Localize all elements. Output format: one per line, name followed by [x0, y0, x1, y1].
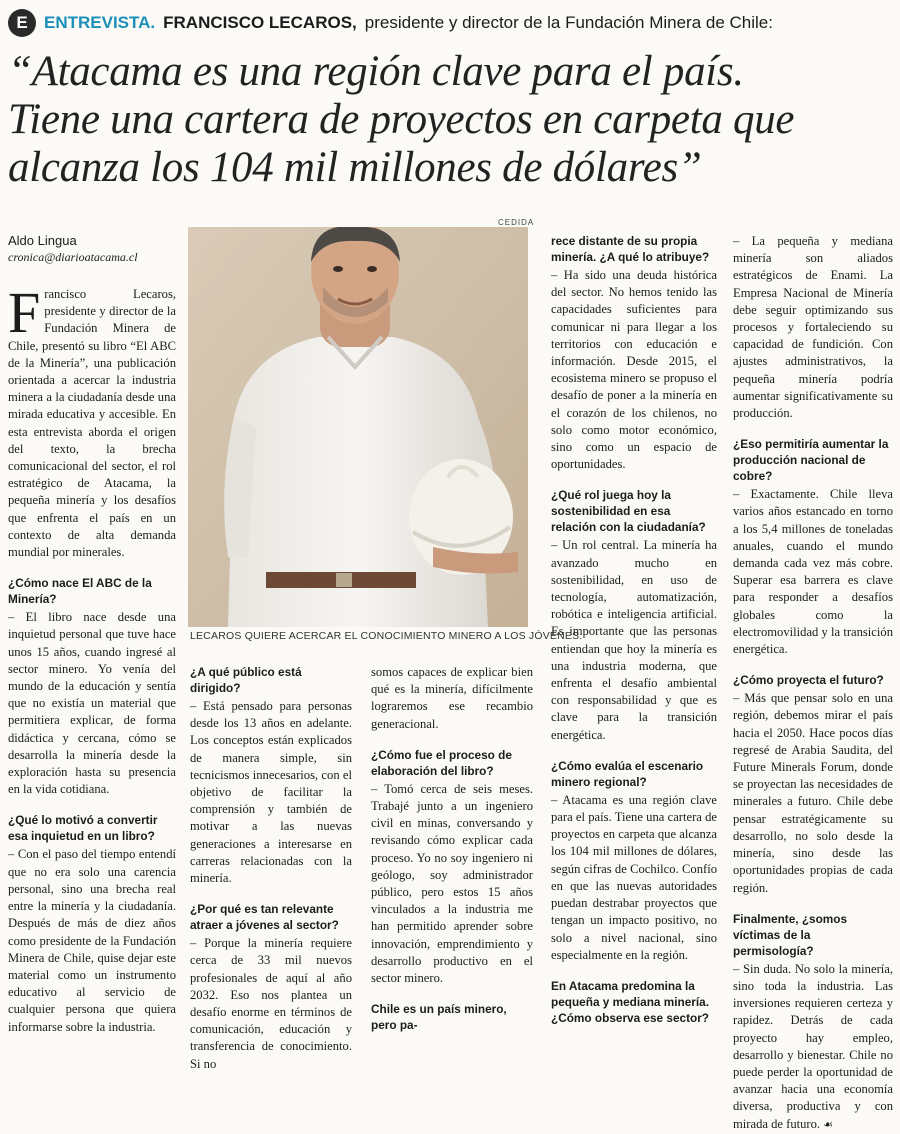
answer: – El libro nace desde una inquietud personal que tuve hace unos 15 años, cuando ingresé al sector minero. Yo venía del mundo de la educación y sentía que no existía un material que permitiera explicar, de forma didáctica y cercana, cómo se desarrolla la minería desde la exploración hasta su presencia en la vida cotidiana. — [8, 610, 176, 797]
section-badge: E — [8, 9, 36, 37]
drop-cap: F — [8, 280, 41, 345]
answer: – Exactamente. Chile lleva varios años estancado en torno a los 5,4 millones de toneladas anuales, cuando el mundo demanda cada vez más cobre. Superar esa barrera es clave para responder a desafíos globales como la electromovilidad y la transición energética. — [733, 487, 893, 657]
question: Finalmente, ¿somos víctimas de la permisología? — [733, 911, 848, 958]
interviewee-role: presidente y director de la Fundación Minera de Chile: — [364, 13, 773, 32]
question: En Atacama predomina la pequeña y mediana minería. ¿Cómo observa ese sector? — [551, 978, 710, 1025]
portrait-photo — [188, 227, 528, 627]
answer: – Ha sido una deuda histórica del sector. No hemos tenido las capacidades suficientes para comunicar ni para llegar a los territorios con educación e información. Desde 2015, el ecosistema minero se propuso el desafío de poner a la minería en el corazón de los chilenos, no solo como motor económico, sino como un espacio de oportunidades. — [551, 268, 717, 472]
author-email: cronica@diarioatacama.cl — [8, 250, 138, 264]
question: Chile es un país minero, pero pa- — [371, 1002, 507, 1033]
headline-line-3: alcanza los 104 mil millones de dólares” — [8, 144, 702, 191]
column-1 — [8, 280, 176, 1036]
headline — [8, 48, 898, 192]
answer: – Más que pensar solo en una región, debemos mirar el país hacia el 2050. Hace pocos días regresé de Arabia Saudita, del Future Minerals Forum, donde se proyectan las necesidades de minerales a futuro. Chile debe pensar estratégicamente su desarrollo, no solo desde la minería, sino desde las oportunidades propias de cada región. — [733, 691, 893, 895]
kicker — [8, 8, 773, 38]
question-continued: rece distante de su propia minería. ¿A qué lo atribuye? — [551, 234, 710, 264]
answer-continued: somos capaces de explicar bien qué es la minería, difícilmente lograremos ese recambio generacional. — [371, 665, 533, 731]
byline — [8, 232, 138, 266]
column-4 — [551, 233, 717, 1028]
answer: – Un rol central. La minería ha avanzado mucho en sostenibilidad, en uso de tecnología, automatización, robótica e inteligencia artificial. Es importante que las personas entiendan que hoy la minería es una industria moderna, que enfrenta el desafío ambiental con responsabilidad y que es clave para la transición energética. — [551, 538, 717, 742]
question: ¿Qué rol juega hoy la sostenibilidad en esa relación con la ciudadanía? — [551, 488, 706, 535]
answer: – Con el paso del tiempo entendí que no era solo una carencia personal, sino una brecha real entre la minería y la ciudadanía. Después de más de diez años como presidente de la Fundación Minera de Chile, quise dejar este material como un instrumento educativo al servicio de cualquier persona que quiera informarse sobre la industria. — [8, 847, 176, 1034]
question: ¿A qué público está dirigido? — [190, 665, 302, 695]
question: ¿Cómo evalúa el escenario minero regional? — [551, 758, 704, 789]
answer: – Sin duda. No solo la minería, sino toda la industria. Las inversiones requieren certeza y rapidez. Detrás de cada proyecto hay empleo, desarrollo y bienestar. Chile no puede perder la oportunidad de avanzar hacia una economía diversa, productiva y con mirada de futuro. ☙ — [733, 961, 893, 1131]
question: ¿Cómo fue el proceso de elaboración del libro? — [371, 747, 512, 778]
headline-line-2: Tiene una cartera de proyectos en carpeta que — [8, 96, 795, 143]
photo-caption: LECAROS QUIERE ACERCAR EL CONOCIMIENTO MINERO A LOS JÓVENES. — [190, 630, 583, 642]
photo-credit: CEDIDA — [498, 218, 535, 227]
question: ¿Qué lo motivó a convertir esa inquietud en un libro? — [8, 813, 158, 844]
portrait-illustration — [188, 227, 528, 627]
answer-continued: – La pequeña y mediana minería son aliados estratégicos de Enami. La Empresa Nacional de Minería debe seguir optimizando sus procesos y fortaleciendo su capacidad de fundición. Con ajustes administrativos, la pequeña minería podría aumentar significativamente su producción. — [733, 234, 893, 421]
question: ¿Por qué es tan relevante atraer a jóvenes al sector? — [190, 902, 339, 933]
column-3 — [371, 664, 533, 1035]
question: ¿Cómo nace El ABC de la Minería? — [8, 576, 152, 607]
headline-line-1: “Atacama es una región clave para el país. — [8, 48, 744, 95]
question: ¿Cómo proyecta el futuro? — [733, 673, 884, 688]
question: ¿Eso permitiría aumentar la producción nacional de cobre? — [733, 437, 889, 484]
answer: – Está pensado para personas desde los 13 años en adelante. Los conceptos están explicados de manera simple, sin tecnicismos innecesarios, con el objetivo de facilitar la comprensión y también de motivar a las nuevas generaciones a interesarse en carreras relacionadas con la minería. — [190, 699, 352, 886]
answer: – Atacama es una región clave para el país. Tiene una cartera de proyectos en carpeta que alcanza los 104 mil millones de dólares, según cifras de Cochilco. Confío en que las nuevas autoridades puedan destrabar proyectos que tengan un impacto positivo, no solo a nivel nacional, sino especialmente en la región. — [551, 792, 717, 962]
answer: – Porque la minería requiere cerca de 33 mil nuevos profesionales de aquí al año 2032. Eso nos plantea un desafío enorme en términos de comunicación, educación y transferencia de conocimiento. Si no — [190, 936, 352, 1071]
column-2 — [190, 664, 352, 1073]
section-label: ENTREVISTA. — [44, 13, 156, 32]
end-mark-icon: ☙ — [823, 1118, 834, 1131]
interviewee-name: FRANCISCO LECAROS, — [163, 13, 357, 32]
answer: – Tomó cerca de seis meses. Trabajé junto a un ingeniero civil en minas, conversando y revisando cómo explicar cada proceso. Yo no soy ingeniero ni geólogo, soy administrador público, pero estos 15 años vinculados a la industria me han permitido aprender sobre innovación, emprendimiento y desarrollo productivo en el sector minero. — [371, 781, 533, 986]
author-name: Aldo Lingua — [8, 233, 77, 248]
column-5 — [733, 233, 893, 1134]
intro-paragraph: Francisco Lecaros, presidente y director de la Fundación Minera de Chile, presentó su libro “El ABC de la Minería”, una publicación orientada a acercar la industria minera a la ciudadanía desde una mirada educativa y accesible. En esta entrevista aborda el origen del texto, la brecha comunicacional del sector, el rol estratégico de Atacama, la pequeña minería y los desafíos que enfrenta el país en un contexto de alta demanda mundial por minerales. — [8, 280, 176, 560]
